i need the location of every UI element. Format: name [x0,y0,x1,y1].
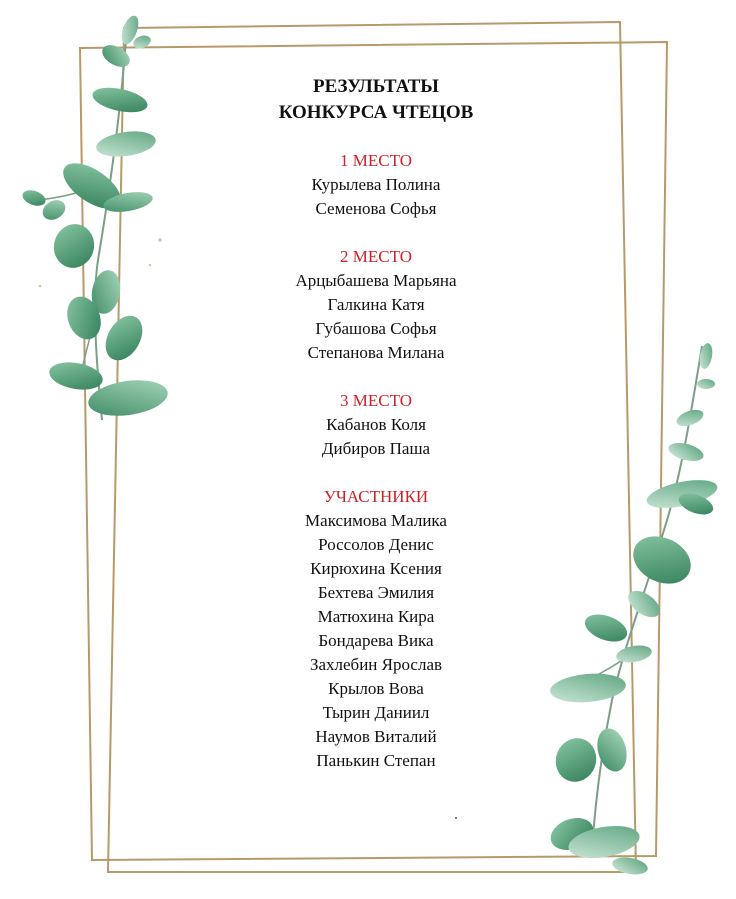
list-item: Матюхина Кира [317,607,435,626]
page-title-line1: РЕЗУЛЬТАТЫ [313,76,439,97]
list-item: Панькин Степан [316,751,436,770]
list-item: Семенова Софья [315,199,437,218]
section-heading: 1 МЕСТО [339,151,413,170]
list-item: Кирюхина Ксения [310,559,442,578]
section-first-place [186,149,566,221]
list-item: Максимова Малика [305,511,447,530]
list-item: Кабанов Коля [326,415,426,434]
list-item: Россолов Денис [318,535,434,554]
list-item: Тырин Даниил [322,703,430,722]
list-item: Галкина Катя [327,295,425,314]
section-heading: 2 МЕСТО [339,247,413,266]
list-item: Бондарева Вика [318,631,434,650]
list-item: Дибиров Паша [321,439,431,458]
list-item: Губашова Софья [315,319,437,338]
results-text-block [186,74,566,773]
list-item: Наумов Виталий [315,727,437,746]
list-item: Степанова Милана [307,343,445,362]
section-heading: 3 МЕСТО [339,391,413,410]
list-item: Бехтева Эмилия [317,583,435,602]
section-heading: УЧАСТНИКИ [323,487,429,506]
section-participants [186,485,566,773]
page-title-line2: КОНКУРСА ЧТЕЦОВ [278,102,474,123]
list-item: Захлебин Ярослав [309,655,443,674]
section-third-place [186,389,566,461]
list-item: Арцыбашева Марьяна [295,271,457,290]
list-item: Курылева Полина [311,175,441,194]
left-eucalyptus-branch-icon [20,14,170,421]
section-second-place [186,245,566,365]
list-item: Крылов Вова [328,679,424,698]
